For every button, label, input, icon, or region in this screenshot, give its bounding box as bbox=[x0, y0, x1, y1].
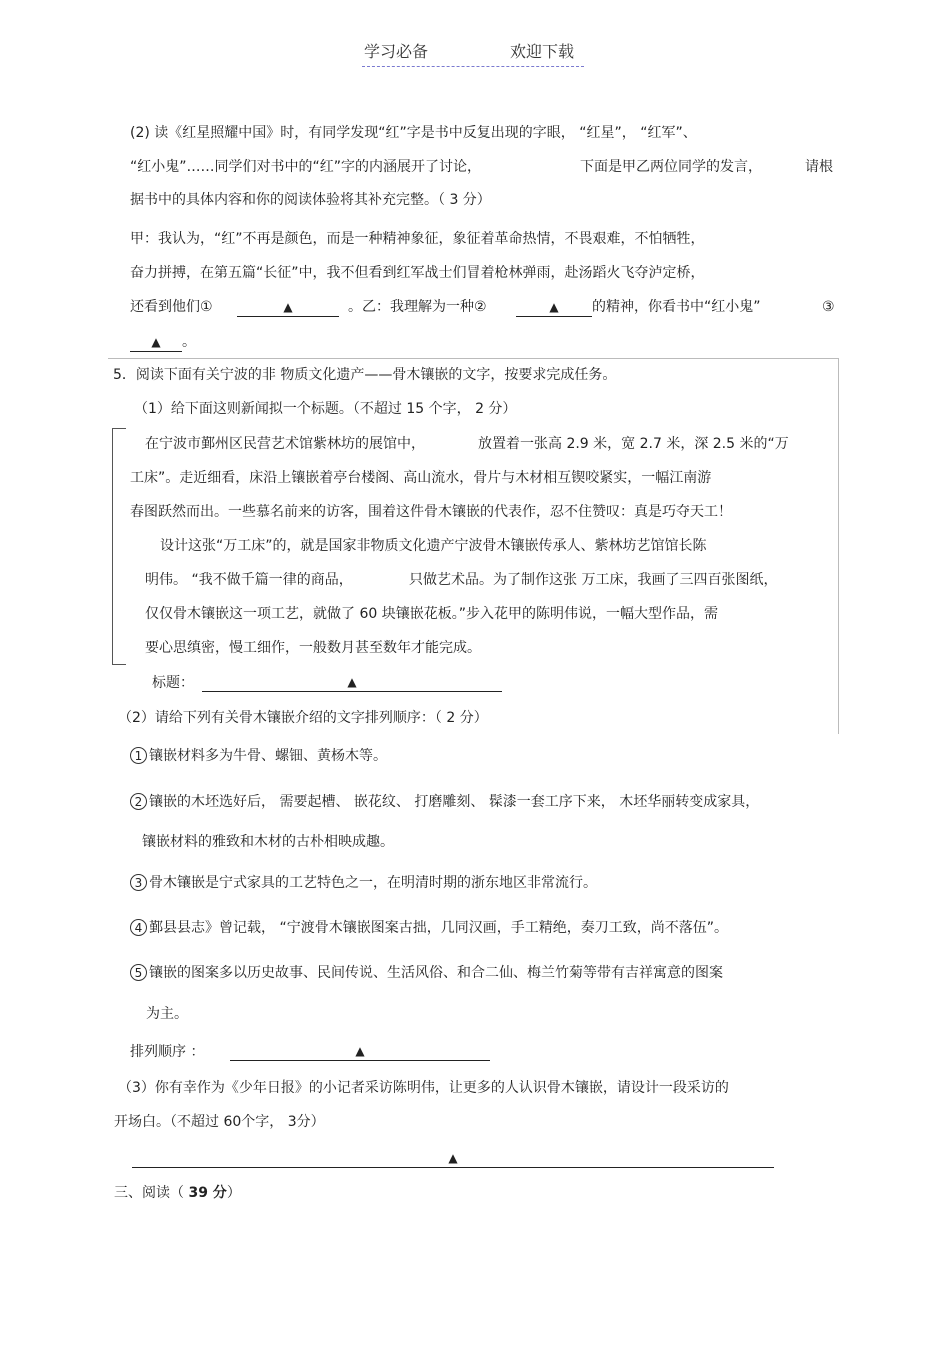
q5-sub3-line2: 开场白。（不超过 60个字， 3分） bbox=[114, 1114, 325, 1130]
triangle-marker-icon: ▲ bbox=[283, 300, 293, 314]
news-bracket-left bbox=[112, 428, 113, 664]
circled-number: 1 bbox=[130, 747, 147, 764]
header-left-text: 学习必备 bbox=[364, 42, 429, 61]
list-item: 3 骨木镶嵌是宁式家具的工艺特色之一，在明清时期的浙东地区非常流行。 bbox=[130, 873, 597, 893]
line4-end: 。 bbox=[182, 334, 196, 350]
news-line5a: 明伟。 “我不做千篇一律的商品， bbox=[145, 572, 353, 588]
title-answer-blank[interactable] bbox=[202, 672, 502, 692]
page-header bbox=[362, 42, 584, 67]
list-item: 1 镶嵌材料多为牛骨、螺钿、黄杨木等。 bbox=[130, 746, 387, 766]
yi-middle: 的精神，你看书中“红小鬼” bbox=[592, 299, 761, 315]
q5-frame-right bbox=[838, 358, 839, 734]
q5-sub2: （2）请给下列有关骨木镶嵌介绍的文字排列顺序：（ 2 分） bbox=[118, 710, 488, 726]
yi-num3: ③ bbox=[822, 299, 835, 315]
jia-line3-start: 还看到他们① bbox=[130, 299, 213, 315]
triangle-marker-icon: ▲ bbox=[549, 300, 559, 314]
news-bracket-bottom bbox=[112, 664, 126, 665]
news-line3: 春图跃然而出。一些慕名前来的访客，围着这件骨木镶嵌的代表作，忍不住赞叹：真是巧夺天工！ bbox=[130, 504, 732, 520]
news-bracket-top bbox=[112, 428, 126, 429]
triangle-marker-icon: ▲ bbox=[347, 675, 357, 689]
q5-sub3-line1: （3）你有幸作为《少年日报》的小记者采访陈明伟，让更多的人认识骨木镶嵌，请设计一段采访的 bbox=[118, 1080, 729, 1096]
circled-number: 4 bbox=[130, 919, 147, 936]
news-line7: 要心思缜密，慢工细作，一般数月甚至数年才能完成。 bbox=[145, 640, 481, 656]
order-label: 排列顺序 ： bbox=[130, 1044, 205, 1060]
q5-sub1: （1）给下面这则新闻拟一个标题。（不超过 15 个字， 2 分） bbox=[134, 401, 517, 417]
news-line1b: 放置着一张高 2.9 米，宽 2.7 米，深 2.5 米的“万 bbox=[478, 436, 789, 452]
jia-line2: 奋力拼搏，在第五篇“长征”中，我不但看到红军战士们冒着枪林弹雨，赴汤蹈火飞夺泸定桥， bbox=[130, 265, 705, 281]
q4-2-line3: 据书中的具体内容和你的阅读体验将其补充完整。（ 3 分） bbox=[130, 192, 491, 208]
answer-blank-3[interactable] bbox=[130, 332, 196, 352]
list-item-continuation: 为主。 bbox=[146, 1006, 188, 1022]
list-item-continuation: 镶嵌材料的雅致和木材的古朴相映成趣。 bbox=[142, 834, 394, 850]
triangle-marker-icon: ▲ bbox=[355, 1044, 365, 1058]
list-item: 2 镶嵌的木坯选好后， 需要起槽、 嵌花纹、 打磨雕刻、 髹漆一套工序下来， 木坯华丽转变成家具， bbox=[130, 792, 759, 812]
title-label: 标题： bbox=[152, 675, 194, 691]
header-right-text: 欢迎下载 bbox=[510, 42, 575, 61]
news-line5b: 只做艺术品。为了制作这张 万工床，我画了三四百张图纸， bbox=[409, 572, 778, 588]
news-line6: 仅仅骨木镶嵌这一项工艺，就做了 60 块镶嵌花板。”步入花甲的陈明伟说，一幅大型作品，需 bbox=[145, 606, 718, 622]
list-item: 5 镶嵌的图案多以历史故事、民间传说、生活风俗、和合二仙、梅兰竹菊等带有吉祥寓意的图案 bbox=[130, 963, 723, 983]
q4-2-line1: (2) 读《红星照耀中国》时，有同学发现“红”字是书中反复出现的字眼， “红星”， “红军”、 bbox=[130, 125, 697, 141]
opening-answer-blank[interactable] bbox=[132, 1148, 774, 1168]
news-line4: 设计这张“万工床”的，就是国家非物质文化遗产宁波骨木镶嵌传承人、紫林坊艺馆馆长陈 bbox=[160, 538, 707, 554]
list-item: 4 鄞县县志》曾记载， “宁渡骨木镶嵌图案古拙，几同汉画，手工精绝，奏刀工致，尚不落伍”。 bbox=[130, 918, 728, 938]
q5-frame-top bbox=[108, 358, 838, 359]
triangle-marker-icon: ▲ bbox=[448, 1151, 458, 1165]
yi-start: 。乙：我理解为一种② bbox=[348, 299, 487, 315]
jia-line1: 甲：我认为，“红”不再是颜色，而是一种精神象征，象征着革命热情，不畏艰难，不怕牺牲， bbox=[130, 231, 705, 247]
circled-number: 5 bbox=[130, 964, 147, 981]
circled-number: 2 bbox=[130, 793, 147, 810]
triangle-marker-icon: ▲ bbox=[151, 335, 161, 349]
q4-2-line2c: 请根 bbox=[805, 159, 833, 175]
order-answer-blank[interactable] bbox=[230, 1041, 490, 1061]
q4-2-line2b: 下面是甲乙两位同学的发言， bbox=[580, 159, 762, 175]
jia-line3 bbox=[130, 297, 213, 317]
q5-title: 5．阅读下面有关宁波的非 物质文化遗产——骨木镶嵌的文字，按要求完成任务。 bbox=[113, 367, 617, 383]
section3-heading: 三、阅读（ 39 分） bbox=[114, 1185, 241, 1201]
answer-blank-2[interactable] bbox=[516, 297, 592, 317]
q4-2-line2a: “红小鬼”……同学们对书中的“红”字的内涵展开了讨论， bbox=[130, 159, 482, 175]
news-line2: 工床”。走近细看，床沿上镶嵌着亭台楼阁、高山流水，骨片与木材相互锲咬紧实，一幅江南游 bbox=[130, 470, 712, 486]
news-line1a: 在宁波市鄞州区民营艺术馆紫林坊的展馆中， bbox=[145, 436, 425, 452]
answer-blank-1[interactable] bbox=[237, 297, 339, 317]
circled-number: 3 bbox=[130, 874, 147, 891]
